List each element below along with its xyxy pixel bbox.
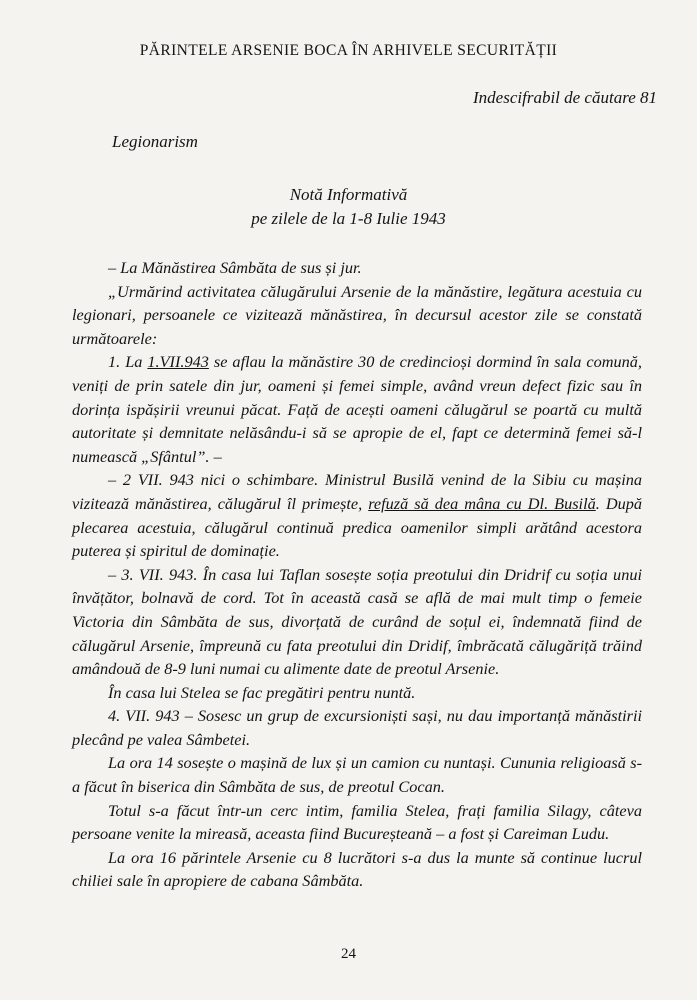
paragraph [72, 350, 642, 468]
underlined-date: 1.VII.943 [147, 352, 209, 372]
paragraph: – 3. VII. 943. În casa lui Taflan sosește soția preotului din Dridrif cu soția unui învățător, bolnavă de cord. Tot în această casă se află de mai mult timp o femeie Victoria din Sâmbăta de sus, divorțată de curând de soțul ei, îndemnată fiind de călugărul Arsenie, împreună cu fata preotului din Dridif, îmbrăcată călugăriță trăind amândouă de 8-9 luni numai cu alimente date de preotul Arsenie. [72, 564, 642, 679]
paragraph [72, 468, 642, 562]
body-text [72, 256, 642, 893]
note-title-line2: pe zilele de la 1-8 Iulie 1943 [251, 209, 446, 228]
note-title [0, 183, 697, 231]
page-number: 24 [341, 946, 356, 962]
paragraph: „Urmărind activitatea călugărului Arsenie de la mănăstire, legătura acestuia cu legionari, persoanele ce vizitează mănăstirea, în decursul acestor zile se constată următoarele: [72, 281, 642, 348]
paragraph-text: se aflau la mănăstire 30 de credincioși dormind în sala comună, veniți de prin satele din jur, oameni și femei simple, având vreun defect fizic sau în dorința ispășirii vreunui păcat. Față de acești oameni călugărul se poartă cu multă autoritate și demnitate nelăsându-i să se apropie de el, fapt ce determină femei să-l numească „Sfântul”. – [72, 352, 642, 466]
running-head: PĂRINTELE ARSENIE BOCA ÎN ARHIVELE SECURITĂȚII [139, 42, 558, 59]
note-title-line1: Notă Informativă [289, 185, 408, 204]
paragraph-text: 1. La [108, 352, 148, 372]
paragraph: La ora 16 părintele Arsenie cu 8 lucrători s-a dus la munte să continue lucrul chiliei sale în apropiere de cabana Sâmbăta. [72, 847, 642, 891]
subheading: Indescifrabil de căutare 81 [473, 88, 657, 107]
paragraph-text: – 2 VII. 943 nici o schimbare. Ministrul Busilă venind de la Sibiu cu mașina vizitează mănăstirea, călugărul îl primește, [72, 470, 642, 513]
section-label: Legionarism [112, 132, 198, 151]
paragraph: 4. VII. 943 – Sosesc un grup de excursioniști sași, nu dau importanță mănăstirii plecând pe valea Sâmbetei. [72, 706, 642, 749]
paragraph-text: . După plecarea acestuia, călugărul continuă predica oamenilor simpli arătând acestora puterea și spiritul de dominație. [72, 493, 642, 561]
underlined-phrase: refuză să dea mâna cu Dl. Busilă [368, 493, 596, 513]
paragraph: – La Mănăstirea Sâmbăta de sus și jur. [108, 258, 362, 277]
paragraph: La ora 14 sosește o mașină de lux și un camion cu nuntași. Cununia religioasă s-a făcut în biserica din Sâmbăta de sus, de preotul Cocan. [72, 753, 642, 797]
paragraph: Totul s-a făcut într-un cerc intim, familia Stelea, frați familia Silagy, câteva persoane venite la mireasă, aceasta fiind Bucureșteană – a fost și Careiman Ludu. [72, 800, 642, 844]
paragraph: În casa lui Stelea se fac pregătiri pentru nuntă. [108, 682, 416, 702]
